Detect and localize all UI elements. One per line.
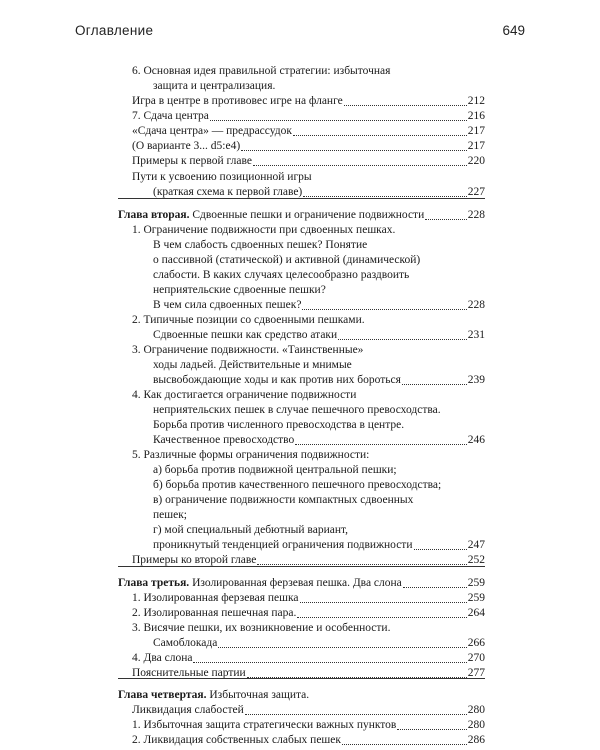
toc-entry-title: 1. Избыточная защита стратегически важных пунктов (132, 719, 397, 731)
toc-page-number: 227 (467, 186, 485, 198)
toc-entry-title: Избыточная защита. (206, 689, 310, 701)
leader-dots (302, 309, 466, 310)
toc-entry-title: В чем сила сдвоенных пешек? (153, 299, 302, 311)
leader-dots (342, 744, 467, 745)
toc-entry-title: б) борьба против качественного пешечного превосходства; (153, 479, 442, 491)
toc-page-number: 264 (467, 607, 485, 619)
toc-entry-title: Примеры к первой главе (132, 155, 252, 167)
leader-dots (210, 120, 467, 121)
toc-entry-title: слабости. В каких случаях целесообразно раздвоить (153, 269, 410, 281)
leader-dots (293, 135, 467, 136)
toc-page-number: 247 (467, 539, 485, 551)
toc-page-number: 228 (467, 299, 485, 311)
running-title: Оглавление (75, 23, 154, 38)
toc-entry-title: В чем слабость сдвоенных пешек? Понятие (153, 239, 368, 251)
toc-page-number: 280 (467, 704, 485, 716)
toc-page-number: 228 (467, 209, 485, 221)
toc-entry-title: Пояснительные партии (132, 667, 246, 679)
leader-dots (218, 647, 466, 648)
section-divider (118, 566, 485, 567)
toc-entry-title: проникнутый тенденцией ограничения подвижности (153, 539, 413, 551)
section-divider (118, 198, 485, 199)
toc-page-number: 259 (467, 592, 485, 604)
toc-page-number: 280 (467, 719, 485, 731)
chapter-label: Глава третья. (118, 577, 190, 589)
toc-entry-title: Сдвоенные пешки и ограничение подвижности (189, 209, 425, 221)
leader-dots (245, 714, 467, 715)
toc-entry-text (153, 491, 413, 509)
toc-entry-title: неприятельские сдвоенные пешки? (153, 284, 326, 296)
toc-entry-title: 3. Висячие пешки, их возникновение и особенности. (132, 622, 391, 634)
toc-entry-title: 4. Как достигается ограничение подвижности (132, 389, 357, 401)
leader-dots (241, 150, 467, 151)
toc-entry-title: (краткая схема к первой главе) (153, 186, 303, 198)
toc-entry-title: 6. Основная идея правильной стратегии: избыточная (132, 65, 391, 77)
toc-entry-title: Ликвидация слабостей (132, 704, 244, 716)
toc-entry-title: защита и централизация. (153, 80, 276, 92)
toc-entry-title: 3. Ограничение подвижности. «Таинственные» (132, 344, 364, 356)
leader-dots (193, 662, 466, 663)
toc-entry-title: Изолированная ферзевая пешка. Два слона (189, 577, 402, 589)
toc-page-number: 286 (467, 734, 485, 746)
toc-entry-title: высвобождающие ходы и как против них бороться (153, 374, 401, 386)
toc-entry-title: Борьба против численного превосходства в центре. (153, 419, 405, 431)
leader-dots (402, 384, 467, 385)
toc-page-number: 231 (467, 329, 485, 341)
toc-entry-title: «Сдача центра» — предрассудок (132, 125, 292, 137)
toc-entry-title: Самоблокада (153, 637, 218, 649)
toc-page-number: 259 (467, 577, 485, 589)
toc-page-number: 277 (467, 667, 485, 679)
leader-dots (425, 219, 467, 220)
leader-dots (338, 339, 467, 340)
toc-entry (132, 731, 485, 749)
leader-dots (403, 587, 467, 588)
toc-page-number: 246 (467, 434, 485, 446)
leader-dots (295, 444, 466, 445)
toc-entry-title: а) борьба против подвижной центральной пешки; (153, 464, 397, 476)
toc-entry-title: пешек; (153, 509, 188, 521)
toc-page-number: 217 (467, 125, 485, 137)
toc-entry-title: Сдвоенные пешки как средство атаки (153, 329, 338, 341)
toc-entry-title: Качественное превосходство (153, 434, 295, 446)
leader-dots (303, 196, 466, 197)
toc-entry-title: в) ограничение подвижности компактных сдвоенных (153, 494, 414, 506)
toc-entry-title: 7. Сдача центра (132, 110, 209, 122)
toc-page-number: 217 (467, 140, 485, 152)
section-divider (118, 678, 485, 679)
toc-entry-title: 4. Два слона (132, 652, 193, 664)
toc-page-number: 220 (467, 155, 485, 167)
toc-entry (132, 664, 485, 682)
page-number: 649 (502, 23, 525, 38)
toc-entry-title: 2. Ликвидация собственных слабых пешек (132, 734, 341, 746)
toc-page-number: 216 (467, 110, 485, 122)
toc-entry-title: 5. Различные формы ограничения подвижности: (132, 449, 370, 461)
toc-entry-title: неприятельских пешек в случае пешечного превосходства. (153, 404, 441, 416)
toc-entry-title: о пассивной (статической) и активной (динамической) (153, 254, 421, 266)
toc-entry-title: Пути к усвоению позиционной игры (132, 171, 312, 183)
toc-entry-title: Примеры ко второй главе (132, 554, 257, 566)
leader-dots (297, 617, 466, 618)
toc-entry-title: 1. Изолированная ферзевая пешка (132, 592, 299, 604)
chapter-label: Глава вторая. (118, 209, 190, 221)
toc-page-number: 212 (467, 95, 485, 107)
toc-page-number: 252 (467, 554, 485, 566)
leader-dots (344, 105, 467, 106)
toc-page-number: 239 (467, 374, 485, 386)
leader-dots (257, 564, 466, 565)
toc-entry-title: ходы ладьей. Действительные и мнимые (153, 359, 352, 371)
toc-entry-title: 2. Типичные позиции со сдвоенными пешками. (132, 314, 365, 326)
leader-dots (253, 165, 467, 166)
leader-dots (414, 549, 467, 550)
toc-entry-title: (О варианте 3... d5:e4) (132, 140, 241, 152)
toc-entry-text (132, 731, 341, 749)
leader-dots (397, 729, 466, 730)
toc-entry-title: Игра в центре в противовес игре на фланге (132, 95, 343, 107)
toc-page-number: 270 (467, 652, 485, 664)
toc-entry-title: г) мой специальный дебютный вариант, (153, 524, 349, 536)
toc-entry-text (132, 664, 246, 682)
toc-entry-title: 1. Ограничение подвижности при сдвоенных пешках. (132, 224, 396, 236)
toc-page-number: 266 (467, 637, 485, 649)
toc-entry-title: 2. Изолированная пешечная пара. (132, 607, 297, 619)
toc-entry (153, 491, 413, 509)
chapter-label: Глава четвертая. (118, 689, 207, 701)
leader-dots (300, 602, 467, 603)
